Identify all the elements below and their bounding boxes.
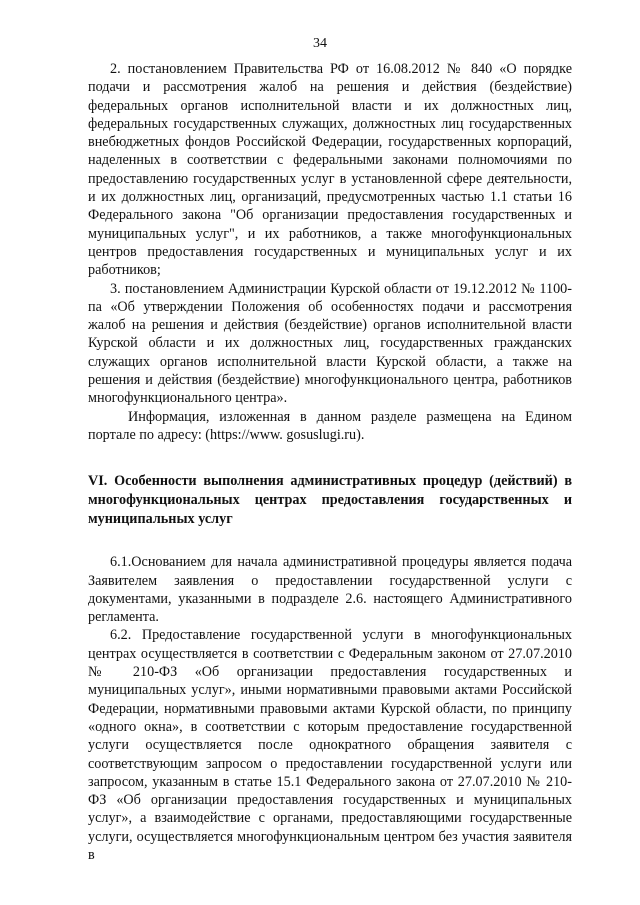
paragraph-6-1: 6.1.Основанием для начала административной процедуры является подача Заявителем заявления о предоставлении государственной услуги с документами, указанными в подразделе 2.6. настоящего Административного регламента.: [88, 554, 572, 626]
document-body: [88, 60, 572, 864]
paragraph-info-portal: Информация, изложенная в данном разделе размещена на Едином портале по адресу: (https://www. gosuslugi.ru).: [88, 408, 572, 443]
section-heading: VI. Особенности выполнения административных процедур (действий) в многофункциональных центрах предоставления государственных и муниципальных услуг: [88, 473, 572, 528]
paragraph-resolution-1100: 3. постановлением Администрации Курской области от 19.12.2012 № 1100-па «Об утверждении Положения об особенностях подачи и рассмотрения жалоб на решения и действия (бездействие) органов исполнительной власти Курской области и их должностных лиц, государственных гражданских служащих органов исполнительной власти Курской области, а также на решения и действия (бездействие) многофункционального центра, работников многофункционального центра».: [88, 280, 572, 407]
paragraph-resolution-840: 2. постановлением Правительства РФ от 16.08.2012 № 840 «О порядке подачи и рассмотрения жалоб на решения и действия (бездействие) федеральных органов исполнительной власти и их должностных лиц, федеральных государственных служащих, должностных лиц государственных внебюджетных фондов Российской Федерации, государственных корпораций, наделенных в соответствии с федеральными законами полномочиями по предоставлению государственных услуг в установленной сфере деятельности, и их должностных лиц, организаций, предусмотренных частью 1.1 статьи 16 Федерального закона "Об организации предоставления государственных и муниципальных услуг", и их работников, а также многофункциональных центров предоставления государственных и муниципальных услуг и их работников;: [88, 61, 572, 279]
paragraph-6-2: 6.2. Предоставление государственной услуги в многофункциональных центрах осуществляется в соответствии с Федеральным законом от 27.07.2010 № 210-ФЗ «Об организации предоставления государственных и муниципальных услуг», иными нормативными правовыми актами Российской Федерации, нормативными правовыми актами Курской области, по принципу «одного окна», в соответствии с которым предоставление государственной услуги осуществляется после однократного обращения заявителя с соответствующим запросом о предоставлении государственной услуги или запросом, указанным в статье 15.1 Федерального закона от 27.07.2010 № 210-ФЗ «Об организации предоставления государственных и муниципальных услуг», а взаимодействие с органами, предоставляющими государственные услуги, осуществляется многофункциональным центром без участия заявителя в: [88, 627, 572, 863]
page-number: 34: [313, 36, 327, 51]
